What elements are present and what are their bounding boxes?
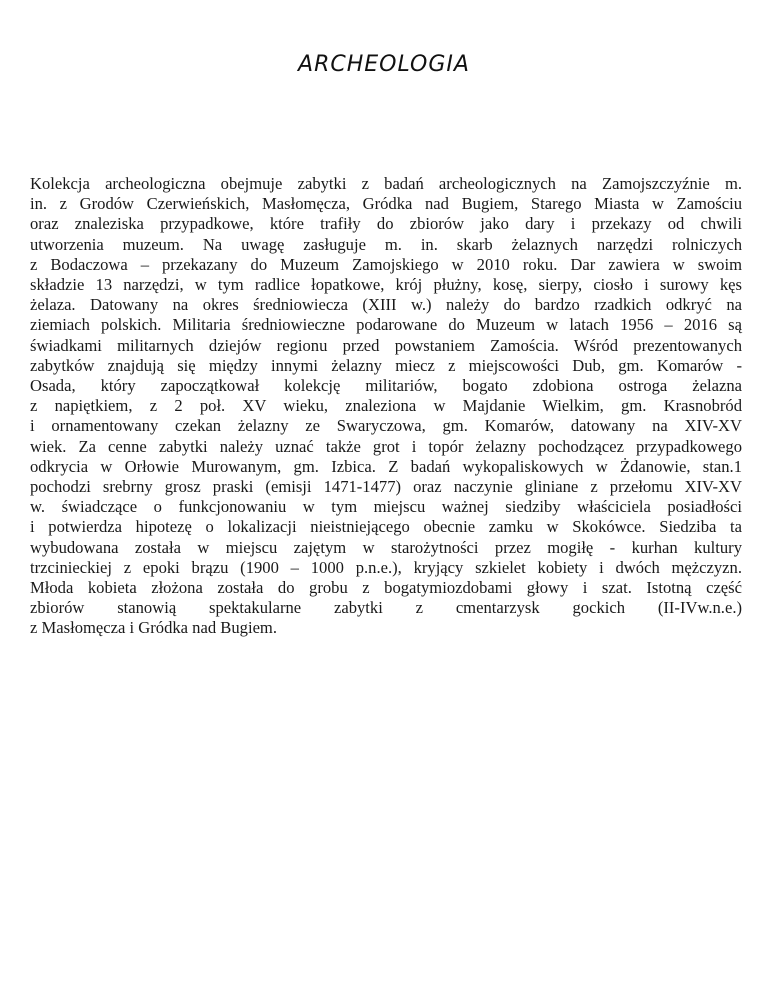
body-paragraph (30, 174, 742, 639)
paragraph-line: odkrycia w Orłowie Murowanym, gm. Izbica. Z badań wykopaliskowych w Żdanowie, stan.1 (30, 456, 742, 476)
paragraph-line: Młoda kobieta złożona została do grobu z bogatymiozdobami głowy i szat. Istotną część (30, 578, 742, 598)
paragraph-line: trzcinieckiej z epoki brązu (1900 – 1000 p.n.e.), kryjący szkielet kobiety i dwóch mężczyzn. (30, 557, 742, 577)
paragraph-line: in. z Grodów Czerwieńskich, Masłomęcza, Gródka nad Bugiem, Starego Miasta w Zamościu (30, 194, 742, 214)
paragraph-line: składzie 13 narzędzi, w tym radlice łopatkowe, krój płużny, kosę, sierpy, ciosło i surowy kęs (30, 275, 742, 295)
paragraph-line: Osada, który zapoczątkował kolekcję militariów, bogato zdobiona ostroga żelazna (30, 376, 742, 396)
paragraph-line: zbiorów stanowią spektakularne zabytki z cmentarzysk gockich (II-IVw.n.e.) (30, 598, 742, 618)
paragraph-line: i ornamentowany czekan żelazny ze Swaryczowa, gm. Komarów, datowany na XIV-XV (30, 416, 742, 436)
paragraph-line: Kolekcja archeologiczna obejmuje zabytki z badań archeologicznych na Zamojszczyźnie m. (30, 174, 742, 193)
paragraph-line: oraz znaleziska przypadkowe, które trafiły do zbiorów jako dary i przekazy od chwili (30, 214, 742, 234)
page-title: ARCHEOLOGIA (298, 52, 470, 77)
paragraph-line: z napiętkiem, z 2 poł. XV wieku, znaleziona w Majdanie Wielkim, gm. Krasnobród (30, 396, 742, 416)
paragraph-line: świadkami militarnych dziejów regionu przed powstaniem Zamościa. Wśród prezentowanych (30, 335, 742, 355)
paragraph-line: w. świadczące o funkcjonowaniu w tym miejscu ważnej siedziby właściciela posiadłości (30, 497, 742, 517)
paragraph-line: wiek. Za cenne zabytki należy uznać także grot i topór żelazny pochodzącez przypadkowego (30, 436, 742, 456)
paragraph-line: pochodzi srebrny grosz praski (emisji 1471-1477) oraz naczynie gliniane z przełomu XIV-XV (30, 477, 742, 497)
paragraph-line: ziemiach polskich. Militaria średniowieczne podarowane do Muzeum w latach 1956 – 2016 są (30, 315, 742, 335)
paragraph-line: i potwierdza hipotezę o lokalizacji nieistniejącego obecnie zamku w Skokówce. Siedziba ta (30, 517, 742, 537)
paragraph-line: zabytków znajdują się między innymi żelazny miecz z miejscowości Dub, gm. Komarów - (30, 355, 742, 375)
paragraph-line: z Bodaczowa – przekazany do Muzeum Zamojskiego w 2010 roku. Dar zawiera w swoim (30, 254, 742, 274)
paragraph-line: wybudowana została w miejscu zajętym w starożytności przez mogiłę - kurhan kultury (30, 537, 742, 557)
paragraph-line: z Masłomęcza i Gródka nad Bugiem. (30, 618, 277, 638)
paragraph-line: żelaza. Datowany na okres średniowiecza (XIII w.) należy do bardzo rzadkich odkryć na (30, 295, 742, 315)
paragraph-line: utworzenia muzeum. Na uwagę zasługuje m. in. skarb żelaznych narzędzi rolniczych (30, 234, 742, 254)
